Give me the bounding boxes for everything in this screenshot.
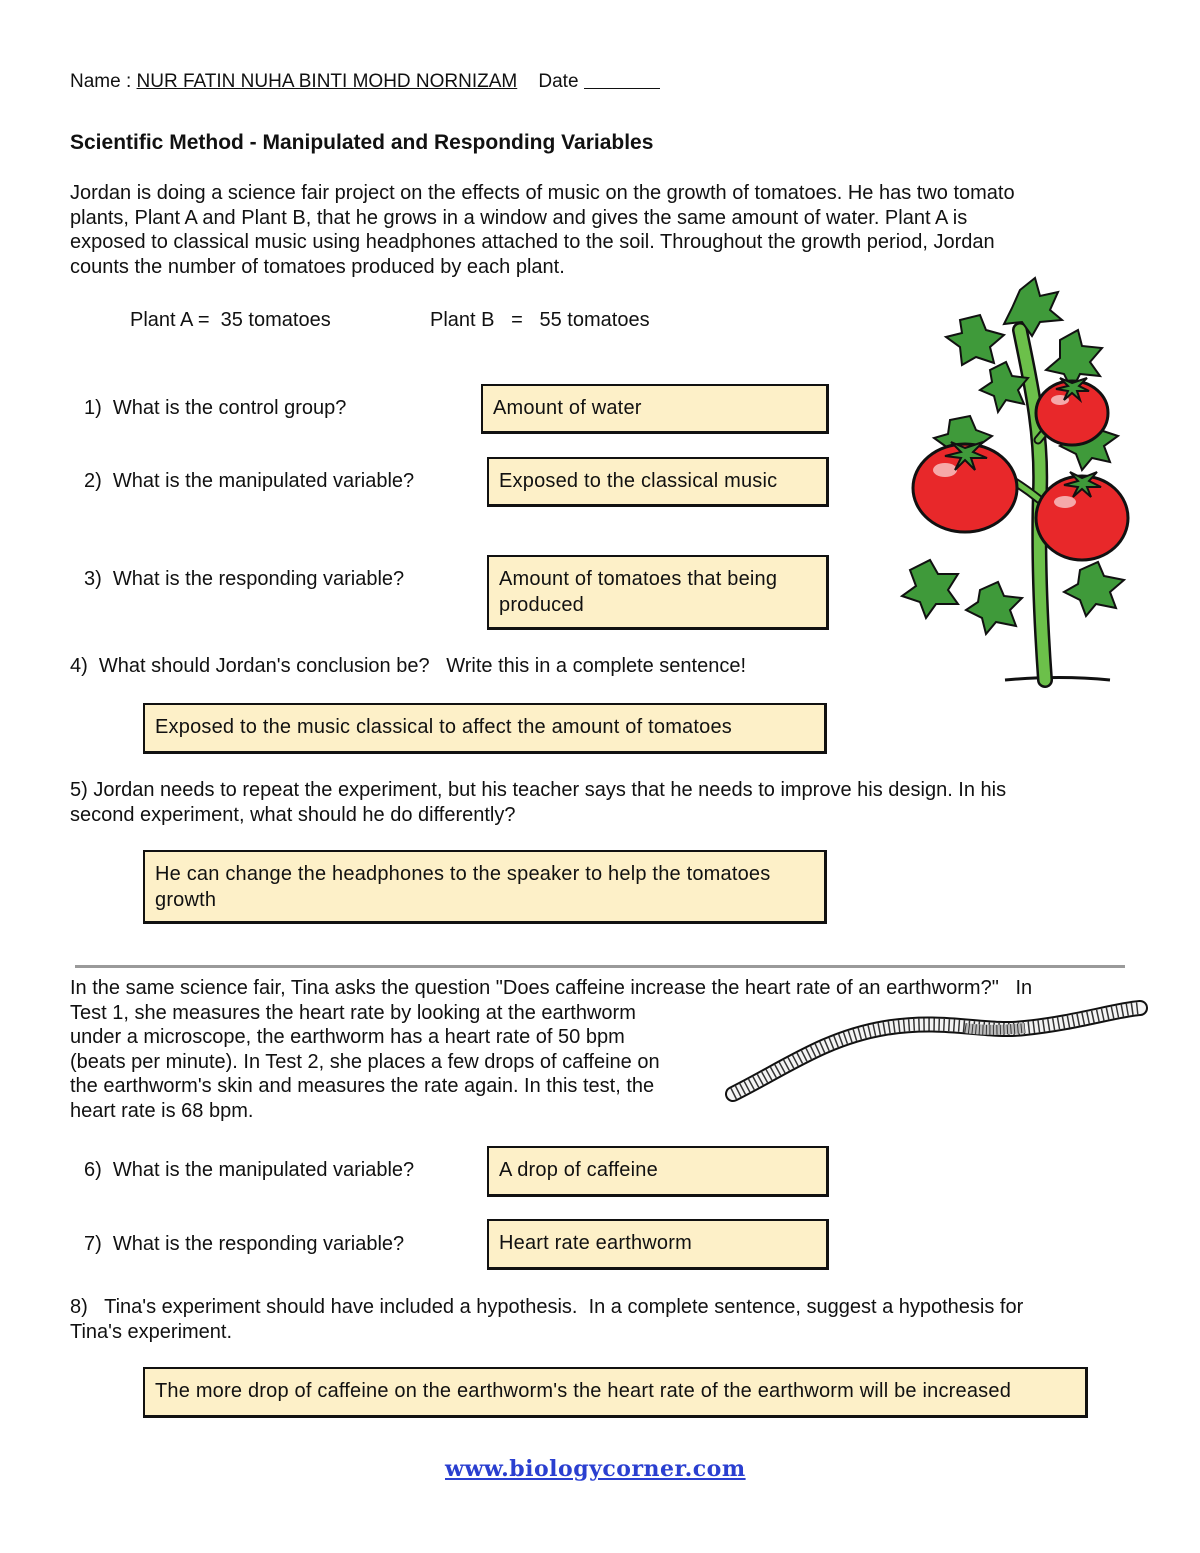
question-7: 7) What is the responding variable? [84, 1233, 405, 1255]
answer-8-field[interactable]: The more drop of caffeine on the earthworm's the heart rate of the earthworm will be increased [143, 1367, 1088, 1418]
intro-line: counts the number of tomatoes produced by each plant. [70, 255, 565, 278]
question-8-line: 8) Tina's experiment should have included a hypothesis. In a complete sentence, suggest a hypothesis for [70, 1296, 1024, 1318]
answer-7-field[interactable]: Heart rate earthworm [487, 1219, 829, 1270]
question-5-line: 5) Jordan needs to repeat the experiment, but his teacher says that he needs to improve his design. In his [70, 779, 1007, 801]
intro-paragraph [70, 181, 1120, 279]
plant-a-result: Plant A = 35 tomatoes [130, 309, 331, 331]
answer-4-field[interactable]: Exposed to the music classical to affect the amount of tomatoes [143, 703, 827, 754]
question-1: 1) What is the control group? [84, 397, 347, 419]
part2-line: heart rate is 68 bpm. [70, 1099, 254, 1122]
worksheet-title: Scientific Method - Manipulated and Responding Variables [70, 131, 654, 154]
intro-line: Jordan is doing a science fair project on the effects of music on the growth of tomatoes. He has two tomato [70, 182, 1015, 204]
date-blank [584, 72, 660, 89]
part2-line: In the same science fair, Tina asks the question "Does caffeine increase the heart rate of an earthworm?" In [70, 977, 1033, 999]
part2-line: (beats per minute). In Test 2, she places a few drops of caffeine on [70, 1050, 660, 1073]
part2-line: the earthworm's skin and measures the rate again. In this test, the [70, 1075, 655, 1097]
section-divider [75, 965, 1125, 968]
answer-1-field[interactable]: Amount of water [481, 384, 829, 434]
question-8 [70, 1295, 1120, 1344]
answer-5-field[interactable]: He can change the headphones to the speaker to help the tomatoes growth [143, 850, 827, 924]
date-label: Date [538, 71, 579, 92]
answer-6-field[interactable]: A drop of caffeine [487, 1146, 829, 1197]
answer-3-field[interactable]: Amount of tomatoes that being produced [487, 555, 829, 630]
intro-line: plants, Plant A and Plant B, that he grows in a window and gives the same amount of water. Plant A is [70, 206, 968, 229]
answer-2-field[interactable]: Exposed to the classical music [487, 457, 829, 507]
question-3: 3) What is the responding variable? [84, 568, 405, 590]
plant-b-result: Plant B = 55 tomatoes [430, 309, 650, 331]
student-name: NUR FATIN NUHA BINTI MOHD NORNIZAM [136, 71, 518, 92]
footer-link[interactable]: www.biologycorner.com [445, 1456, 746, 1482]
question-5 [70, 778, 1120, 827]
question-8-line: Tina's experiment. [70, 1320, 233, 1343]
question-2: 2) What is the manipulated variable? [84, 470, 415, 492]
tomato-plant-image [890, 270, 1140, 690]
part2-line: Test 1, she measures the heart rate by looking at the earthworm [70, 1001, 636, 1024]
earthworm-image [725, 998, 1150, 1108]
question-4: 4) What should Jordan's conclusion be? Write this in a complete sentence! [70, 655, 747, 677]
intro-line: exposed to classical music using headphones attached to the soil. Throughout the growth period, Jordan [70, 231, 995, 253]
name-label: Name : [70, 71, 132, 92]
question-5-line: second experiment, what should he do differently? [70, 803, 516, 826]
student-header [70, 71, 660, 93]
part2-line: under a microscope, the earthworm has a heart rate of 50 bpm [70, 1026, 625, 1048]
question-6: 6) What is the manipulated variable? [84, 1159, 415, 1181]
